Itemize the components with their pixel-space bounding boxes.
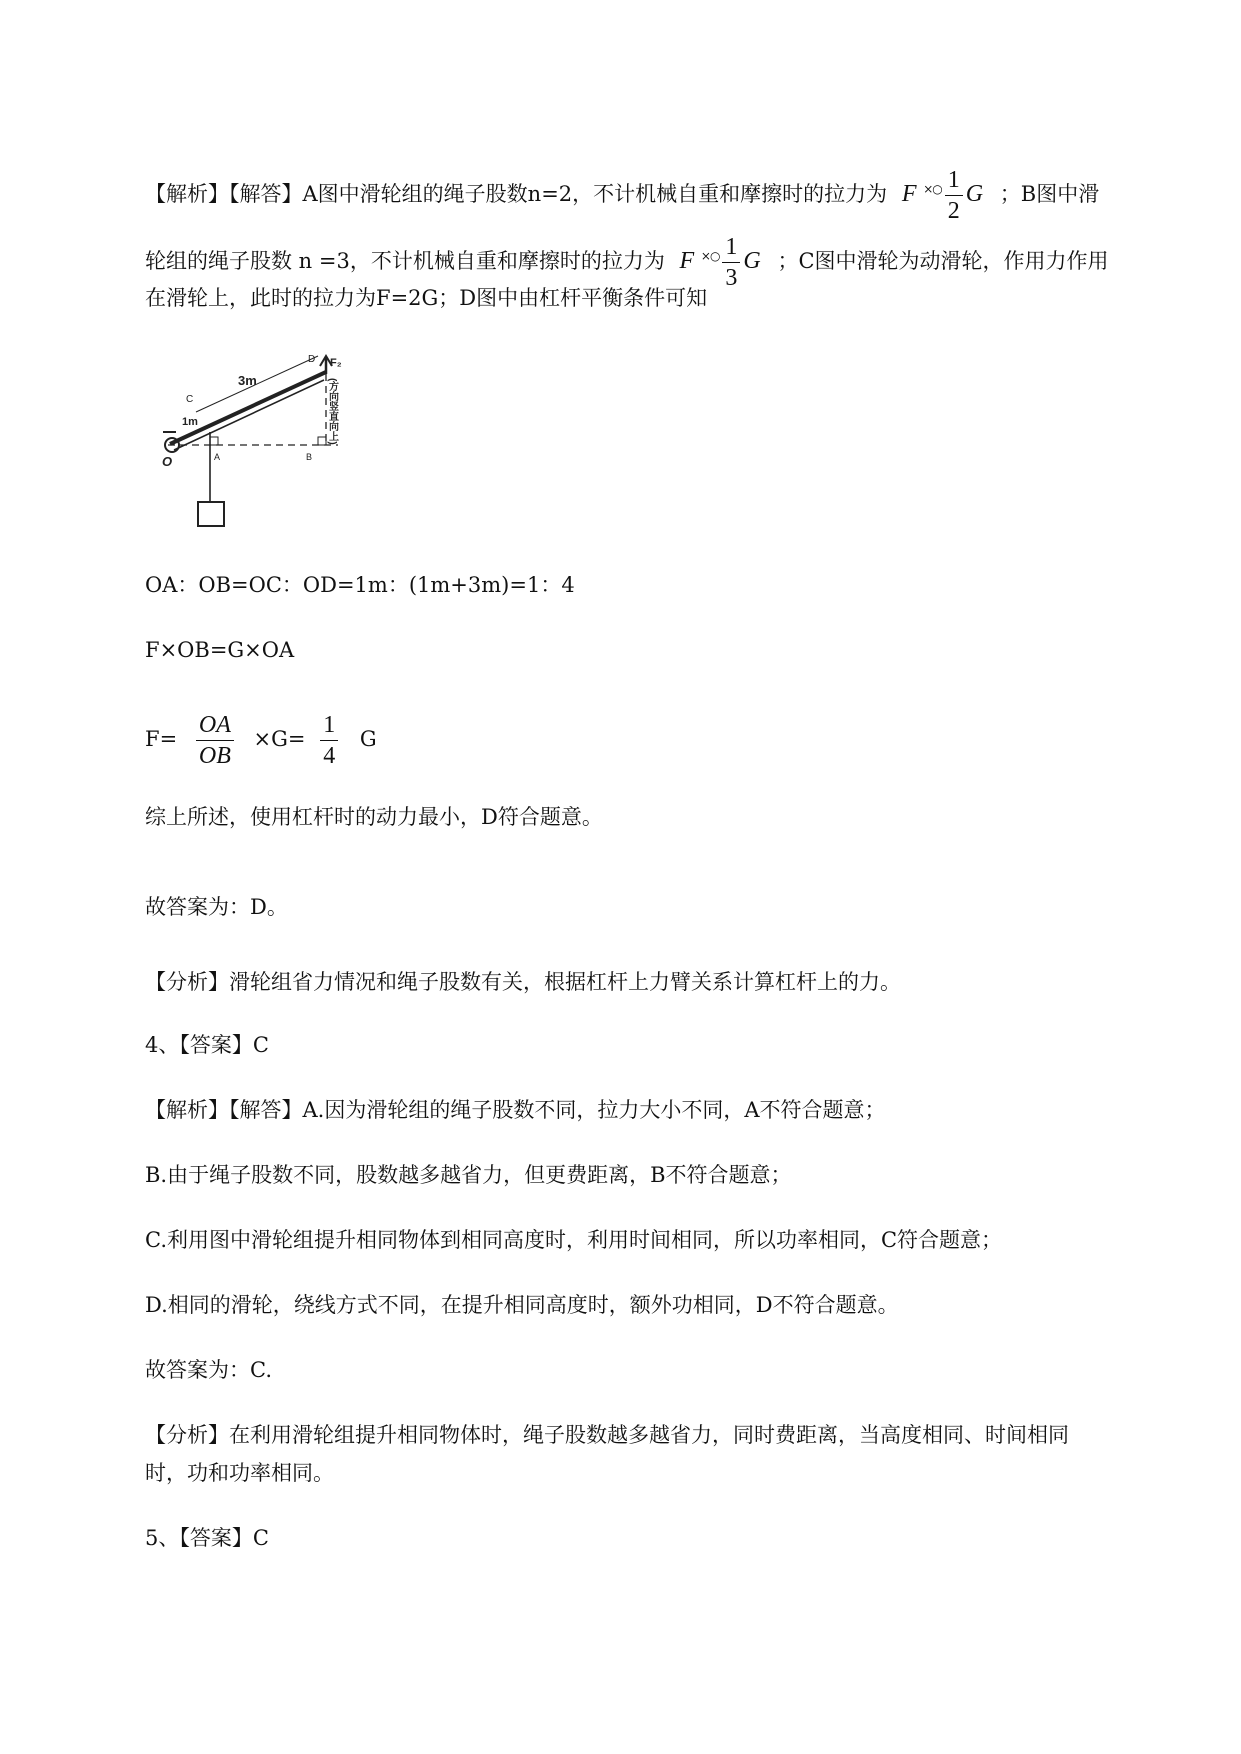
fraction-third: $\frac{1}{3}$: [722, 232, 740, 293]
label-c: C: [186, 394, 194, 405]
garbled-symbol: ×○: [700, 249, 720, 263]
text-span: F=: [145, 727, 178, 751]
summary-line: 综上所述，使用杠杆时的动力最小，D符合题意。: [145, 805, 603, 829]
solution-line-3: 在滑轮上，此时的拉力为F=2G；D图中由杠杆平衡条件可知: [145, 286, 708, 310]
gravity-symbol: G: [743, 248, 761, 274]
label-d: D: [308, 354, 316, 365]
text-span: ×G=: [253, 727, 306, 751]
analysis-line-4b: 时，功和功率相同。: [145, 1461, 334, 1485]
label-f2: F₂: [330, 357, 342, 369]
question-5-heading: 5、【答案】C: [145, 1526, 269, 1550]
q4-option-a: 【解析】【解答】A.因为滑轮组的绳子股数不同，拉力大小不同，A不符合题意；: [145, 1098, 886, 1122]
q4-option-d: D.相同的滑轮，绕线方式不同，在提升相同高度时，额外功相同，D不符合题意。: [145, 1293, 899, 1317]
text-span: 【解析】【解答】A图中滑轮组的绳子股数n=2，不计机械自重和摩擦时的拉力为: [145, 182, 888, 206]
label-b: B: [306, 452, 313, 462]
fraction-oa-ob: $\frac{OA}{OB}$: [196, 710, 234, 771]
question-4-heading: 4、【答案】C: [145, 1033, 269, 1057]
text-span: 轮组的绳子股数 n =3，不计机械自重和摩擦时的拉力为: [145, 249, 665, 273]
label-a: A: [214, 452, 221, 462]
analysis-line-4a: 【分析】在利用滑轮组提升相同物体时，绳子股数越多越省力，同时费距离，当高度相同、时间相同: [145, 1423, 1069, 1447]
force-symbol: F: [901, 181, 917, 207]
gravity-symbol: G: [965, 181, 984, 207]
lever-diagram: [158, 352, 358, 538]
label-3m: 3m: [238, 373, 257, 388]
text-span: G: [359, 727, 377, 751]
weight-block: [198, 502, 224, 526]
solution-line-1: [145, 165, 1099, 226]
force-symbol: F: [679, 248, 695, 274]
garbled-symbol: ×○: [923, 182, 942, 196]
moment-line: F×OB=G×OA: [145, 638, 295, 662]
fraction-half: $\frac{1}{2}$: [945, 165, 963, 226]
analysis-line-3: 【分析】滑轮组省力情况和绳子股数有关，根据杠杆上力臂关系计算杠杆上的力。: [145, 970, 901, 994]
label-1m: 1m: [182, 416, 198, 428]
q4-option-b: B.由于绳子股数不同，股数越多越省力，但更费距离，B不符合题意；: [145, 1163, 792, 1187]
q4-option-c: C.利用图中滑轮组提升相同物体到相同高度时，利用时间相同，所以功率相同，C符合题意；: [145, 1228, 1003, 1252]
label-o: O: [162, 454, 173, 469]
answer-line-4: 故答案为：C.: [145, 1358, 272, 1382]
force-formula-line: [145, 710, 377, 771]
answer-line-3: 故答案为：D。: [145, 895, 288, 919]
text-span: ；C图中滑轮为动滑轮，作用力作用: [777, 249, 1109, 273]
text-span: ；B图中滑: [999, 182, 1100, 206]
ratio-line: OA：OB=OC：OD=1m：(1m+3m)=1：4: [145, 573, 575, 597]
label-direction: (方向竖直向上): [326, 378, 338, 445]
fraction-quarter: $\frac{1}{4}$: [320, 710, 338, 771]
